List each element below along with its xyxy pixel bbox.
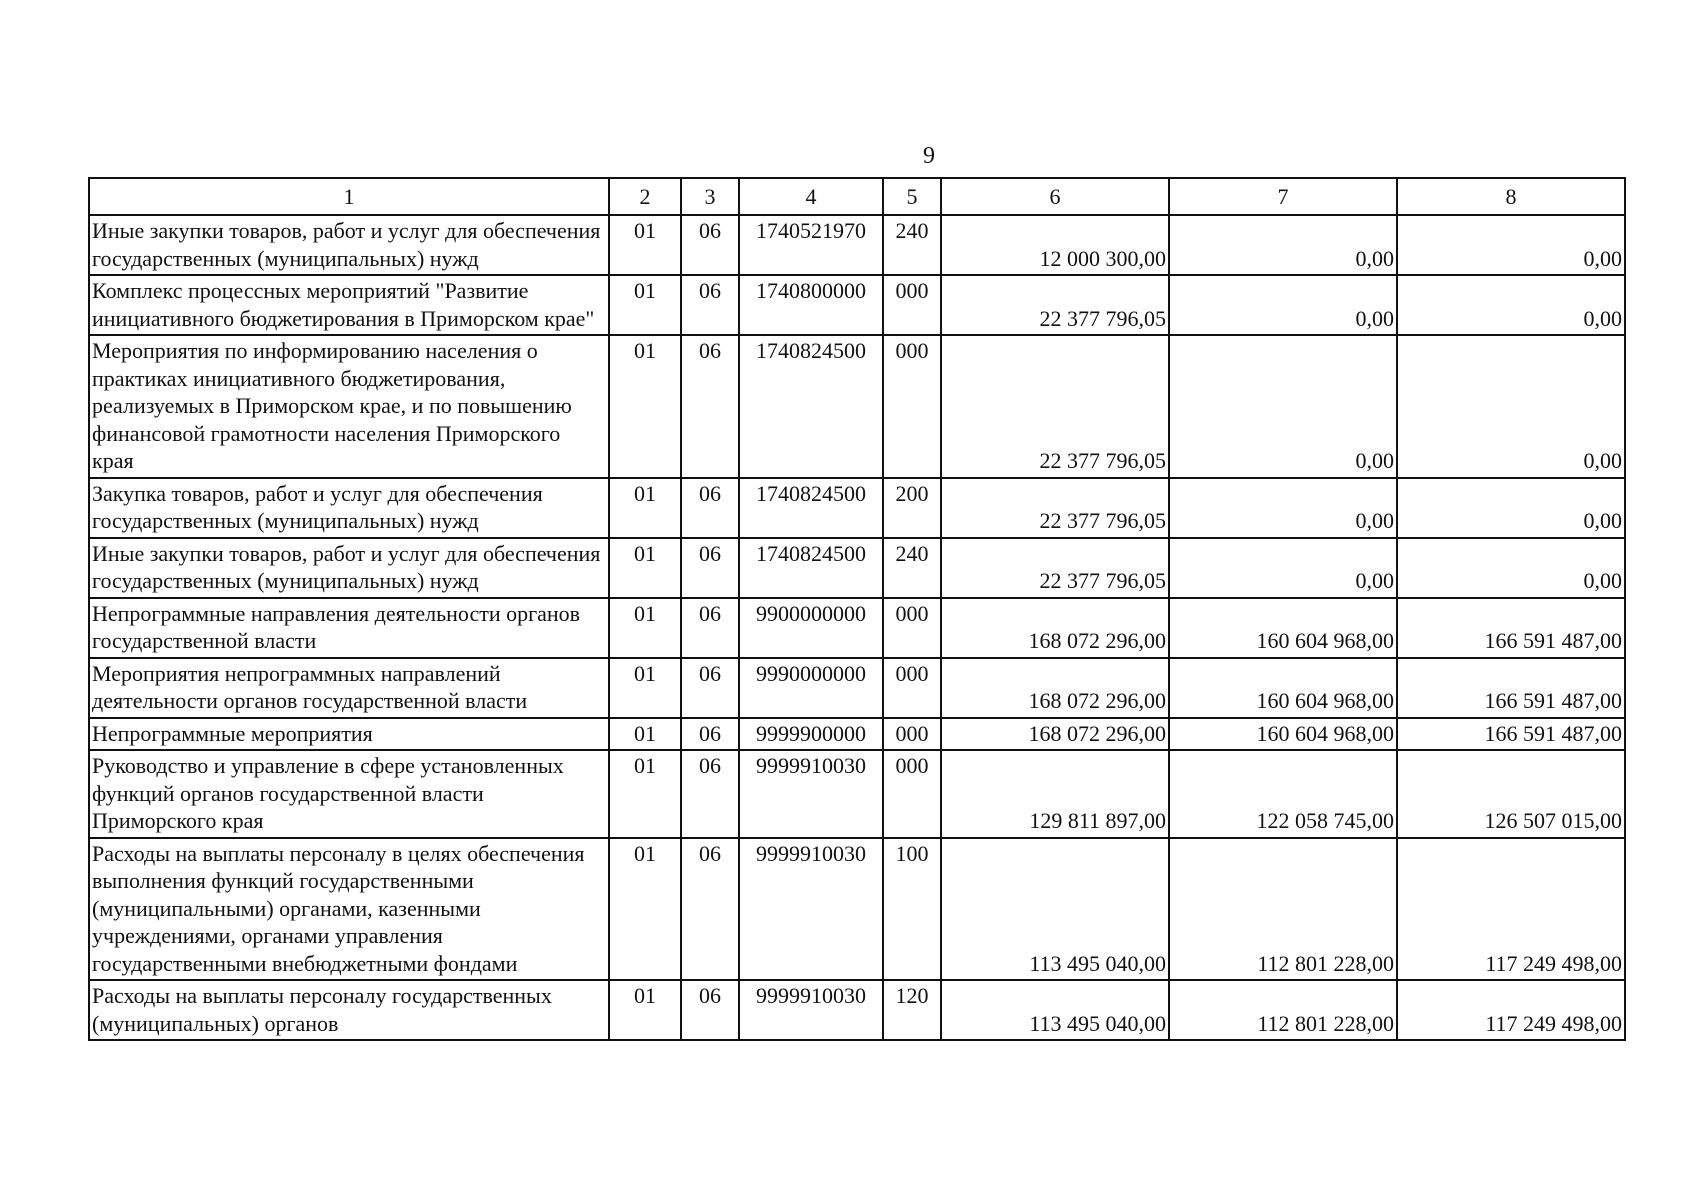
row-expense-type-code: 100: [883, 838, 941, 981]
row-expense-type-code: 240: [883, 215, 941, 275]
row-sum-col-8: 117 249 498,00: [1397, 838, 1625, 981]
row-subsection-code: 06: [681, 538, 739, 598]
row-expense-type-code: 000: [883, 718, 941, 751]
row-sum-col-6: 22 377 796,05: [941, 538, 1169, 598]
header-col-6: 6: [941, 178, 1169, 215]
row-expense-type-code: 000: [883, 750, 941, 838]
row-name: Непрограммные мероприятия: [89, 718, 609, 751]
row-sum-col-6: 168 072 296,00: [941, 718, 1169, 751]
table-row: [89, 750, 1625, 838]
row-subsection-code: 06: [681, 215, 739, 275]
row-target-article-code: 9990000000: [739, 658, 883, 718]
row-sum-col-7: 0,00: [1169, 215, 1397, 275]
row-expense-type-code: 000: [883, 335, 941, 478]
row-subsection-code: 06: [681, 598, 739, 658]
row-name: Мероприятия по информированию населения о практиках инициативного бюджетирования, реализуемых в Приморском крае, и по повышению финансовой грамотности населения Приморского края: [89, 335, 609, 478]
row-sum-col-8: 166 591 487,00: [1397, 598, 1625, 658]
row-sum-col-6: 113 495 040,00: [941, 980, 1169, 1040]
row-sum-col-8: 0,00: [1397, 538, 1625, 598]
row-sum-col-7: 112 801 228,00: [1169, 838, 1397, 981]
table-row: [89, 335, 1625, 478]
row-name: Комплекс процессных мероприятий "Развитие инициативного бюджетирования в Приморском крае": [89, 275, 609, 335]
row-expense-type-code: 200: [883, 478, 941, 538]
table-row: [89, 538, 1625, 598]
header-col-3: 3: [681, 178, 739, 215]
row-section-code: 01: [609, 598, 681, 658]
row-sum-col-6: 12 000 300,00: [941, 215, 1169, 275]
row-subsection-code: 06: [681, 838, 739, 981]
row-target-article-code: 9999910030: [739, 980, 883, 1040]
header-col-8: 8: [1397, 178, 1625, 215]
row-subsection-code: 06: [681, 478, 739, 538]
table-row: [89, 598, 1625, 658]
header-col-1: 1: [89, 178, 609, 215]
row-name: Иные закупки товаров, работ и услуг для обеспечения государственных (муниципальных) нужд: [89, 538, 609, 598]
table-row: [89, 658, 1625, 718]
row-section-code: 01: [609, 275, 681, 335]
row-section-code: 01: [609, 658, 681, 718]
row-sum-col-7: 160 604 968,00: [1169, 658, 1397, 718]
row-sum-col-7: 160 604 968,00: [1169, 718, 1397, 751]
row-expense-type-code: 000: [883, 275, 941, 335]
row-sum-col-6: 113 495 040,00: [941, 838, 1169, 981]
row-subsection-code: 06: [681, 335, 739, 478]
header-col-4: 4: [739, 178, 883, 215]
budget-table: [88, 177, 1626, 1041]
table-header-row: [89, 178, 1625, 215]
row-sum-col-7: 0,00: [1169, 275, 1397, 335]
row-section-code: 01: [609, 980, 681, 1040]
row-target-article-code: 9999900000: [739, 718, 883, 751]
row-sum-col-7: 160 604 968,00: [1169, 598, 1397, 658]
row-subsection-code: 06: [681, 658, 739, 718]
row-section-code: 01: [609, 335, 681, 478]
row-section-code: 01: [609, 750, 681, 838]
row-sum-col-8: 0,00: [1397, 335, 1625, 478]
row-name: Непрограммные направления деятельности органов государственной власти: [89, 598, 609, 658]
row-sum-col-7: 0,00: [1169, 538, 1397, 598]
row-subsection-code: 06: [681, 275, 739, 335]
row-name: Расходы на выплаты персоналу в целях обеспечения выполнения функций государственными (муниципальными) органами, казенными учреждениями, органами управления государственными внебюджетными фондами: [89, 838, 609, 981]
table-row: [89, 980, 1625, 1040]
row-name: Расходы на выплаты персоналу государственных (муниципальных) органов: [89, 980, 609, 1040]
table-row: [89, 718, 1625, 751]
row-sum-col-8: 126 507 015,00: [1397, 750, 1625, 838]
row-sum-col-8: 166 591 487,00: [1397, 658, 1625, 718]
table-body: [89, 215, 1625, 1040]
row-name: Мероприятия непрограммных направлений деятельности органов государственной власти: [89, 658, 609, 718]
row-subsection-code: 06: [681, 980, 739, 1040]
row-target-article-code: 1740824500: [739, 478, 883, 538]
header-col-2: 2: [609, 178, 681, 215]
row-sum-col-6: 129 811 897,00: [941, 750, 1169, 838]
table-row: [89, 838, 1625, 981]
table-row: [89, 275, 1625, 335]
row-expense-type-code: 000: [883, 658, 941, 718]
table-row: [89, 215, 1625, 275]
row-section-code: 01: [609, 478, 681, 538]
row-section-code: 01: [609, 718, 681, 751]
header-col-7: 7: [1169, 178, 1397, 215]
row-sum-col-6: 168 072 296,00: [941, 658, 1169, 718]
row-target-article-code: 1740800000: [739, 275, 883, 335]
row-name: Иные закупки товаров, работ и услуг для обеспечения государственных (муниципальных) нужд: [89, 215, 609, 275]
row-sum-col-8: 0,00: [1397, 215, 1625, 275]
row-target-article-code: 1740521970: [739, 215, 883, 275]
row-target-article-code: 9900000000: [739, 598, 883, 658]
row-sum-col-6: 22 377 796,05: [941, 335, 1169, 478]
row-sum-col-6: 22 377 796,05: [941, 275, 1169, 335]
row-target-article-code: 1740824500: [739, 538, 883, 598]
row-sum-col-6: 22 377 796,05: [941, 478, 1169, 538]
row-sum-col-6: 168 072 296,00: [941, 598, 1169, 658]
page-number: 9: [923, 143, 935, 169]
row-subsection-code: 06: [681, 718, 739, 751]
table-row: [89, 478, 1625, 538]
row-sum-col-7: 112 801 228,00: [1169, 980, 1397, 1040]
row-target-article-code: 9999910030: [739, 750, 883, 838]
row-section-code: 01: [609, 838, 681, 981]
row-sum-col-7: 0,00: [1169, 335, 1397, 478]
row-subsection-code: 06: [681, 750, 739, 838]
row-target-article-code: 9999910030: [739, 838, 883, 981]
header-col-5: 5: [883, 178, 941, 215]
row-sum-col-7: 122 058 745,00: [1169, 750, 1397, 838]
row-name: Закупка товаров, работ и услуг для обеспечения государственных (муниципальных) нужд: [89, 478, 609, 538]
row-sum-col-8: 117 249 498,00: [1397, 980, 1625, 1040]
row-expense-type-code: 000: [883, 598, 941, 658]
row-target-article-code: 1740824500: [739, 335, 883, 478]
row-sum-col-8: 0,00: [1397, 478, 1625, 538]
row-sum-col-8: 0,00: [1397, 275, 1625, 335]
row-sum-col-7: 0,00: [1169, 478, 1397, 538]
row-expense-type-code: 120: [883, 980, 941, 1040]
row-name: Руководство и управление в сфере установленных функций органов государственной власти Приморского края: [89, 750, 609, 838]
row-section-code: 01: [609, 538, 681, 598]
row-expense-type-code: 240: [883, 538, 941, 598]
row-section-code: 01: [609, 215, 681, 275]
row-sum-col-8: 166 591 487,00: [1397, 718, 1625, 751]
